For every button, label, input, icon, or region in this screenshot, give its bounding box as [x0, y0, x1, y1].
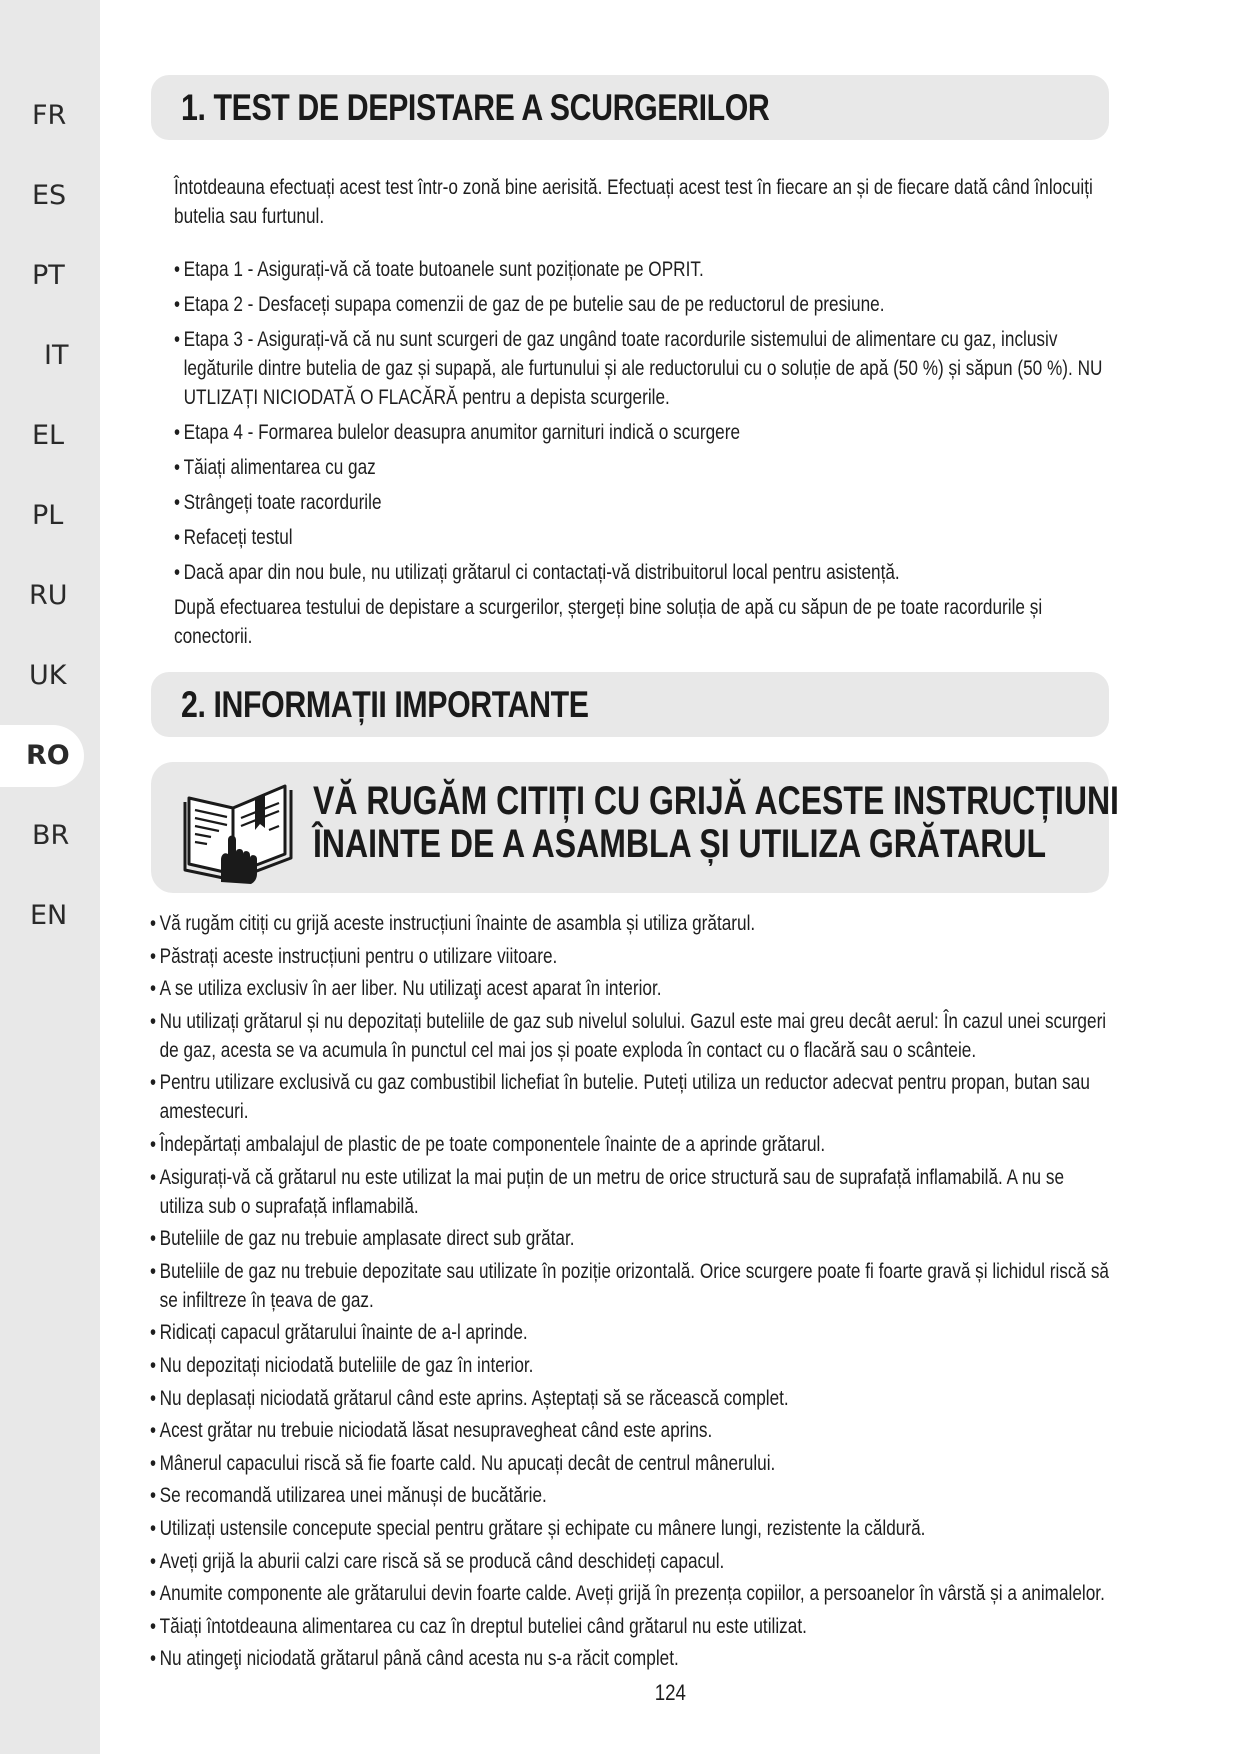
- list-item: • Etapa 4 - Formarea bulelor deasupra anumitor garnituri indică o scurgere: [174, 418, 1109, 447]
- list-item: • Nu deplasați niciodată grătarul când este aprins. Așteptați să se răcească complet.: [150, 1384, 1110, 1413]
- list-item: • Buteliile de gaz nu trebuie amplasate direct sub grătar.: [150, 1224, 1110, 1253]
- section1-title: [151, 75, 1109, 140]
- warning-line-2: ÎNAINTE DE A ASAMBLA ȘI UTILIZA GRĂTARUL: [313, 822, 1046, 866]
- list-item: • Tăiați întotdeauna alimentarea cu caz în dreptul buteliei când grătarul nu este utilizat.: [150, 1612, 1110, 1641]
- list-item: • Mânerul capacului riscă să fie foarte cald. Nu apucați decât de centrul mânerului.: [150, 1449, 1110, 1478]
- section1-title-text: 1. TEST DE DEPISTARE A SCURGERILOR: [181, 87, 770, 128]
- list-item: • Dacă apar din nou bule, nu utilizați grătarul ci contactați-vă distribuitorul local pentru asistență.: [174, 558, 1109, 587]
- warning-line-1: VĂ RUGĂM CITIȚI CU GRIJĂ ACESTE INSTRUCȚIUNI: [313, 779, 1119, 823]
- language-sidebar: [0, 0, 100, 1754]
- list-item: • Etapa 2 - Desfaceți supapa comenzii de gaz de pe butelie sau de pe reductorul de presiune.: [174, 290, 1109, 319]
- lang-tab-pl[interactable]: PL: [32, 500, 64, 531]
- list-item: • Etapa 1 - Asigurați-vă că toate butoanele sunt poziționate pe OPRIT.: [174, 255, 1109, 284]
- list-item: • Ridicați capacul grătarului înainte de a-l aprinde.: [150, 1318, 1110, 1347]
- page-number: [0, 1680, 1241, 1706]
- lang-tab-uk[interactable]: UK: [29, 660, 67, 691]
- warning-heading: [313, 780, 1241, 866]
- lang-tab-fr[interactable]: FR: [32, 100, 67, 131]
- lang-tab-pt[interactable]: PT: [32, 260, 65, 291]
- lang-tab-es[interactable]: ES: [32, 180, 67, 211]
- safety-instructions-list: [150, 909, 1110, 1673]
- lang-tab-ru[interactable]: RU: [29, 580, 68, 611]
- page-number-text: 124: [654, 1680, 687, 1705]
- list-item: • Etapa 3 - Asigurați-vă că nu sunt scurgeri de gaz ungând toate racordurile sistemului de alimentare cu gaz, inclusiv legăturile dintre butelia de gaz și supapă, ale furtunului și ale reductorului cu o soluție de apă (50 %) și săpun (50 %). NU UTLIZAȚI NICIODATĂ O FLACĂRĂ pentru a depista scurgerile.: [174, 325, 1109, 412]
- lang-tab-ro[interactable]: RO: [0, 725, 84, 787]
- list-item: • Pentru utilizare exclusivă cu gaz combustibil lichefiat în butelie. Puteți utiliza un reductor adecvat pentru propan, butan sau amestecuri.: [150, 1068, 1110, 1126]
- list-item: • Utilizați ustensile concepute special pentru grătare și echipate cu mânere lungi, rezistente la căldură.: [150, 1514, 1110, 1543]
- list-item: • Buteliile de gaz nu trebuie depozitate sau utilizate în poziție orizontală. Orice scurgere poate fi foarte gravă și lichidul riscă să se infiltreze în țeava de gaz.: [150, 1257, 1110, 1315]
- list-item: • Păstrați aceste instrucțiuni pentru o utilizare viitoare.: [150, 942, 1110, 971]
- lang-tab-el[interactable]: EL: [32, 420, 65, 451]
- section2-title: [151, 672, 1109, 737]
- list-item: • Nu utilizați grătarul și nu depozitați buteliile de gaz sub nivelul solului. Gazul este mai greu decât aerul: În cazul unei scurgeri de gaz, acesta se va acumula în punctul cel mai jos și poate exploda în contact cu o flacără sau o scânteie.: [150, 1007, 1110, 1065]
- section2-title-text: 2. INFORMAȚII IMPORTANTE: [181, 684, 589, 725]
- list-item: • Îndepărtați ambalajul de plastic de pe toate componentele înainte de a aprinde grătarul.: [150, 1130, 1110, 1159]
- section2-body: [150, 909, 1110, 1677]
- list-item: • Anumite componente ale grătarului devin foarte calde. Aveți grijă în prezența copiilor, a persoanelor în vârstă și a animalelor.: [150, 1579, 1110, 1608]
- list-item: • Acest grătar nu trebuie niciodată lăsat nesupravegheat când este aprins.: [150, 1416, 1110, 1445]
- lang-tab-en[interactable]: EN: [30, 900, 68, 931]
- list-item: • Vă rugăm citiți cu grijă aceste instrucțiuni înainte de asambla și utiliza grătarul.: [150, 909, 1110, 938]
- leak-test-steps: [174, 255, 1109, 587]
- lang-tab-it[interactable]: IT: [44, 340, 69, 371]
- list-item: • Se recomandă utilizarea unei mănuși de bucătărie.: [150, 1481, 1110, 1510]
- list-item: • A se utiliza exclusiv în aer liber. Nu utilizaţi acest aparat în interior.: [150, 974, 1110, 1003]
- list-item: • Aveți grijă la aburii calzi care riscă să se producă când deschideți capacul.: [150, 1547, 1110, 1576]
- list-item: • Nu atingeţi niciodată grătarul până când acesta nu s-a răcit complet.: [150, 1644, 1110, 1673]
- list-item: • Nu depozitați niciodată buteliile de gaz în interior.: [150, 1351, 1110, 1380]
- list-item: • Strângeți toate racordurile: [174, 488, 1109, 517]
- section1-intro: Întotdeauna efectuați acest test într-o zonă bine aerisită. Efectuați acest test în fiecare an și de fiecare dată când înlocuiți butelia sau furtunul.: [174, 175, 1093, 228]
- read-manual-icon: [181, 778, 301, 886]
- section1-body: [174, 173, 1109, 651]
- lang-tab-br[interactable]: BR: [32, 820, 70, 851]
- read-instructions-warning: [151, 762, 1119, 893]
- section1-outro: După efectuarea testului de depistare a scurgerilor, ștergeți bine soluția de apă cu săpun de pe toate racordurile și conectorii.: [174, 595, 1043, 648]
- list-item: • Refaceți testul: [174, 523, 1109, 552]
- list-item: • Asigurați-vă că grătarul nu este utilizat la mai puțin de un metru de orice structură sau de suprafață inflamabilă. A nu se utiliza sub o suprafață inflamabilă.: [150, 1163, 1110, 1221]
- list-item: • Tăiați alimentarea cu gaz: [174, 453, 1109, 482]
